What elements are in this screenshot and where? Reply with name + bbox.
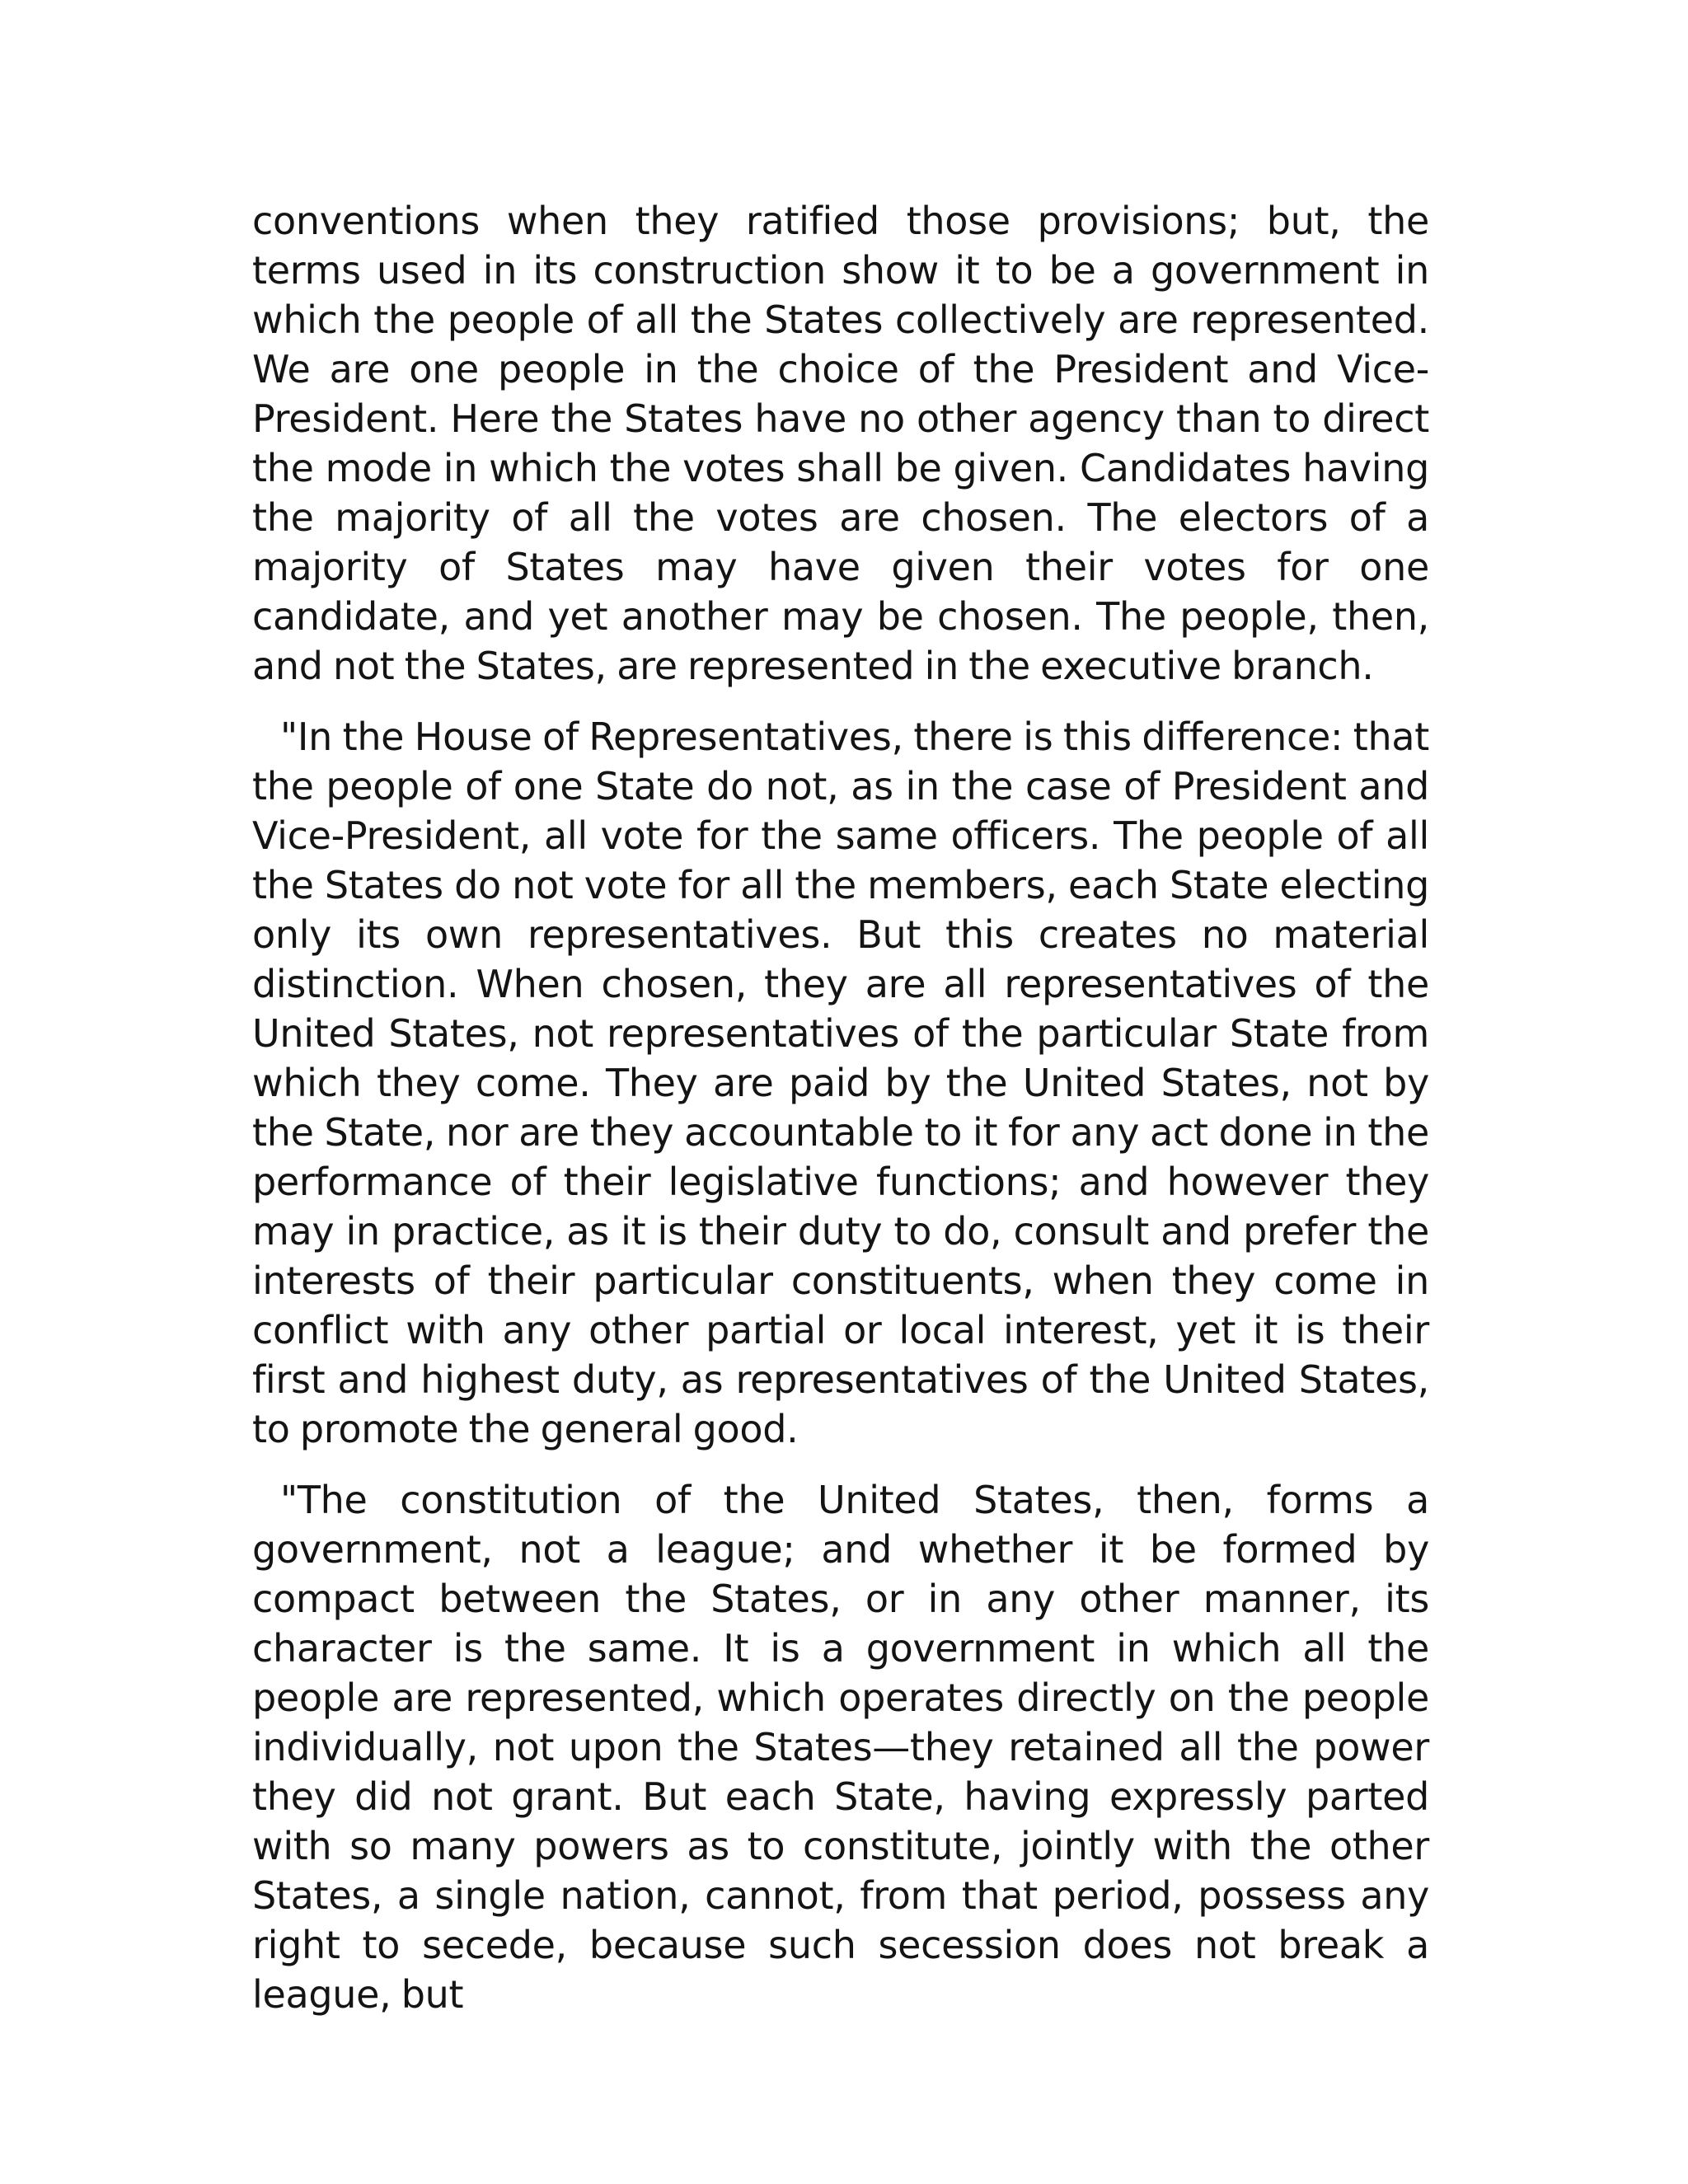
paragraph-constitution-government: "The constitution of the United States, then, forms a government, not a league; and whether it be formed by compact between the States, or in any other manner, its character is the same. It is a government in which all the people are represented, which operates directly on the people individually, not upon the States—they retained all the power they did not grant. But each State, having expressly parted with so many powers as to constitute, jointly with the other States, a single nation, cannot, from that period, possess any right to secede, because such secession does not break a league, but (252, 1478, 1429, 2017)
paragraph-house-of-representatives: "In the House of Representatives, there is this difference: that the people of one State do not, as in the case of President and Vice-President, all vote for the same officers. The people of all the States do not vote for all the members, each State electing only its own representatives. But this creates no material distinction. When chosen, they are all representatives of the United States, not representatives of the particular State from which they come. They are paid by the United States, not by the State, nor are they accountable to it for any act done in the performance of their legislative functions; and however they may in practice, as it is their duty to do, consult and prefer the interests of their particular constituents, when they come in conflict with any other partial or local interest, yet it is their first and highest duty, as representatives of the United States, to promote the general good. (252, 715, 1429, 1451)
body-text (252, 196, 1429, 2041)
paragraph-continuation: conventions when they ratified those provisions; but, the terms used in its construction show it to be a government in which the people of all the States collectively are represented. We are one people in the choice of the President and Vice-President. Here the States have no other agency than to direct the mode in which the votes shall be given. Candidates having the majority of all the votes are chosen. The electors of a majority of States may have given their votes for one candidate, and yet another may be chosen. The people, then, and not the States, are represented in the executive branch. (252, 199, 1429, 688)
